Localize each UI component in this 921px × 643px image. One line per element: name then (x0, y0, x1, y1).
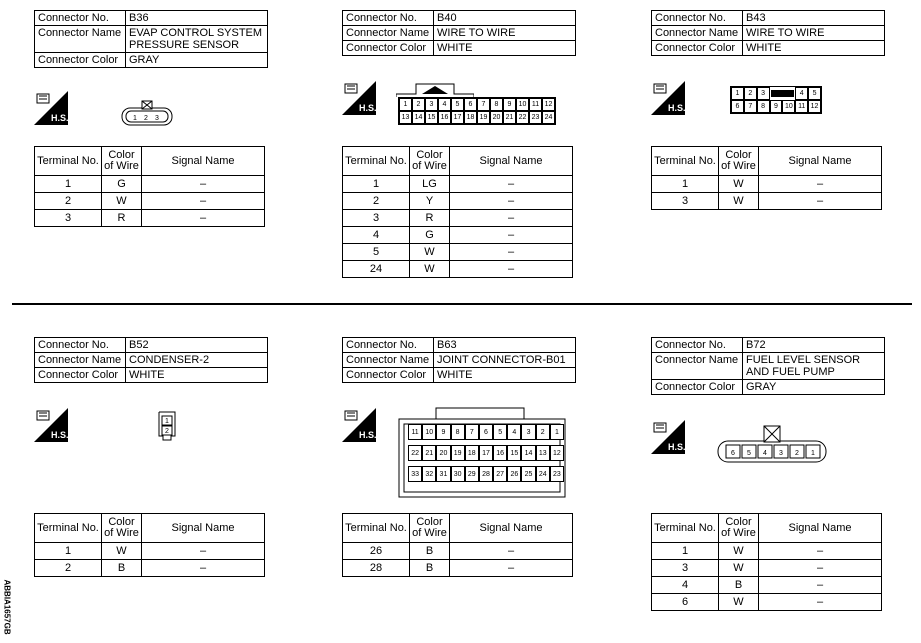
pin-label: 3 (155, 115, 159, 122)
pin-label: 2 (795, 450, 799, 457)
pin-cell: 1 (731, 87, 744, 100)
pin-cell: 2 (536, 424, 550, 440)
pin-label: 4 (763, 450, 767, 457)
harness-side-icon (651, 420, 685, 454)
connector-b36 (34, 10, 268, 68)
section-divider (12, 303, 912, 305)
pin-cell: 20 (490, 111, 503, 124)
pin-cell: 16 (438, 111, 451, 124)
pin-cell: 28 (479, 466, 493, 482)
table-row: 24 W – (343, 261, 573, 278)
table-row: 2 B – (35, 560, 265, 577)
pin-cell: 21 (422, 445, 436, 461)
pin-cell: 14 (521, 445, 535, 461)
pin-cell: 32 (422, 466, 436, 482)
harness-side-icon (342, 408, 376, 442)
table-row: 3 W – (652, 193, 882, 210)
pin-cell: 5 (451, 98, 464, 111)
table-row: 28 B – (343, 560, 573, 577)
pin-cell: 11 (408, 424, 422, 440)
pin-cell: 33 (408, 466, 422, 482)
pin-cell: 18 (464, 111, 477, 124)
pin-cell: 3 (425, 98, 438, 111)
table-row: 3 W – (652, 560, 882, 577)
pin-cell: 12 (542, 98, 555, 111)
pin-cell: 15 (425, 111, 438, 124)
pin-cell: 1 (550, 424, 564, 440)
terminal-table-b63: Terminal No. Color of Wire Signal Name 26 B – 28 B – (342, 513, 573, 577)
pin-cell: 13 (399, 111, 412, 124)
connector-no-value: B36 (126, 11, 268, 26)
connector-info-table: Connector No. B72 Connector Name FUEL LEVEL SENSOR AND FUEL PUMP Connector Color GRAY (651, 337, 885, 395)
pin-cell: 4 (507, 424, 521, 440)
connector-info-table: Connector No. B63 Connector Name JOINT CONNECTOR-B01 Connector Color WHITE (342, 337, 576, 383)
table-row: 1 W – (652, 176, 882, 193)
pin-label: 2 (165, 428, 169, 435)
terminal-table-b36 (34, 146, 265, 227)
pin-label: 1 (165, 418, 169, 425)
pin-cell: 30 (451, 466, 465, 482)
table-row: 26 B – (343, 543, 573, 560)
pin-cell: 2 (744, 87, 757, 100)
connector-info-table (34, 10, 268, 68)
connector-info-table: Connector No. B40 Connector Name WIRE TO WIRE Connector Color WHITE (342, 10, 576, 56)
connector-b43 (651, 10, 885, 56)
pin-cell: 5 (808, 87, 821, 100)
pin-cell: 9 (503, 98, 516, 111)
pin-cell: 9 (436, 424, 450, 440)
pin-cell: 26 (507, 466, 521, 482)
pin-cell: 15 (507, 445, 521, 461)
table-row: 5 W – (343, 244, 573, 261)
table-row: 1 LG – (343, 176, 573, 193)
connector-name-value: EVAP CONTROL SYSTEM PRESSURE SENSOR (126, 26, 268, 53)
connector-face-b52 (155, 410, 179, 442)
connector-b52 (34, 337, 268, 383)
pin-cell: 14 (412, 111, 425, 124)
table-row: 6 W – (652, 594, 882, 611)
harness-side-icon (34, 408, 68, 442)
pin-label: 1 (133, 115, 137, 122)
harness-side-icon (651, 81, 685, 115)
pin-cell: 12 (808, 100, 821, 113)
pin-cell: 20 (436, 445, 450, 461)
table-row: 1 W – (35, 543, 265, 560)
table-row: 4 G – (343, 227, 573, 244)
table-row: 1 G – (35, 176, 265, 193)
terminal-table-b43: Terminal No. Color of Wire Signal Name 1 W – 3 W – (651, 146, 882, 210)
pin-cell: 2 (412, 98, 425, 111)
pin-cell: 7 (465, 424, 479, 440)
terminal-table-b52: Terminal No. Color of Wire Signal Name 1 W – 2 B – (34, 513, 265, 577)
pin-cell: 1 (399, 98, 412, 111)
table-row: 2 W – (35, 193, 265, 210)
pin-cell: 17 (479, 445, 493, 461)
pin-cell: 4 (438, 98, 451, 111)
pin-cell: 27 (493, 466, 507, 482)
signal-name-header: Signal Name (142, 147, 265, 176)
pin-cell: 23 (550, 466, 564, 482)
pin-cell: 10 (516, 98, 529, 111)
pin-cell: 6 (464, 98, 477, 111)
connector-info-table: Connector No. B43 Connector Name WIRE TO WIRE Connector Color WHITE (651, 10, 885, 56)
connector-lock-b40 (396, 82, 474, 98)
pin-cell: 11 (529, 98, 542, 111)
pin-label: 1 (811, 450, 815, 457)
figure-id: ABBIA1657GB (2, 579, 12, 635)
pin-cell: 3 (521, 424, 535, 440)
pin-label: 5 (747, 450, 751, 457)
connector-b63 (342, 337, 576, 383)
pin-cell: 21 (503, 111, 516, 124)
table-row: 2 Y – (343, 193, 573, 210)
pin-grid-b63 (408, 424, 564, 486)
connector-no-label: Connector No. (35, 11, 126, 26)
connector-face-b36 (120, 100, 175, 128)
terminal-no-header: Terminal No. (35, 147, 102, 176)
pin-cell: 24 (542, 111, 555, 124)
pin-cell: 10 (782, 100, 795, 113)
pin-cell: 19 (477, 111, 490, 124)
pin-cell: 22 (516, 111, 529, 124)
table-row: 3 R – (35, 210, 265, 227)
pin-cell: 5 (493, 424, 507, 440)
pin-cell: 7 (477, 98, 490, 111)
connector-face-b72 (716, 424, 828, 464)
pin-cell: 3 (757, 87, 770, 100)
pin-cell: 10 (422, 424, 436, 440)
pin-cell: 7 (744, 100, 757, 113)
pin-cell: 8 (451, 424, 465, 440)
pin-cell: 16 (493, 445, 507, 461)
pin-cell: 13 (536, 445, 550, 461)
pin-cell: 22 (408, 445, 422, 461)
table-row: 3 R – (343, 210, 573, 227)
pin-label: 2 (144, 115, 148, 122)
pin-grid-b40 (398, 97, 556, 125)
pin-cell: 6 (731, 100, 744, 113)
connector-b72 (651, 337, 885, 395)
pin-cell: 25 (521, 466, 535, 482)
connector-color-label: Connector Color (35, 53, 126, 68)
pin-cell: 18 (465, 445, 479, 461)
pin-cell: 29 (465, 466, 479, 482)
pin-cell: 17 (451, 111, 464, 124)
pin-cell: 4 (795, 87, 808, 100)
color-of-wire-header: Color of Wire (102, 147, 142, 176)
connector-info-table: Connector No. B52 Connector Name CONDENSER-2 Connector Color WHITE (34, 337, 268, 383)
pin-cell: 19 (451, 445, 465, 461)
pin-cell: 8 (490, 98, 503, 111)
pin-cell: 23 (529, 111, 542, 124)
pin-grid-b43 (730, 86, 822, 114)
table-row: 1 W – (652, 543, 882, 560)
pin-cell: 24 (536, 466, 550, 482)
pin-cell: 6 (479, 424, 493, 440)
harness-side-icon (34, 91, 68, 125)
pin-cell: 12 (550, 445, 564, 461)
terminal-table-b72: Terminal No. Color of Wire Signal Name 1 W – 3 W – 4 B – 6 W – (651, 513, 882, 611)
pin-cell: 8 (757, 100, 770, 113)
pin-cell: 31 (436, 466, 450, 482)
connector-color-value: GRAY (126, 53, 268, 68)
table-row: 4 B – (652, 577, 882, 594)
pin-cell: 11 (795, 100, 808, 113)
pin-cell: 9 (770, 100, 783, 113)
connector-name-label: Connector Name (35, 26, 126, 53)
keyway (771, 90, 795, 97)
connector-b40 (342, 10, 576, 56)
pin-label: 6 (731, 450, 735, 457)
pin-label: 3 (779, 450, 783, 457)
terminal-table-b40: Terminal No. Color of Wire Signal Name 1 LG – 2 Y – 3 R – 4 G – 5 W – 24 W – (342, 146, 573, 278)
harness-side-icon (342, 81, 376, 115)
